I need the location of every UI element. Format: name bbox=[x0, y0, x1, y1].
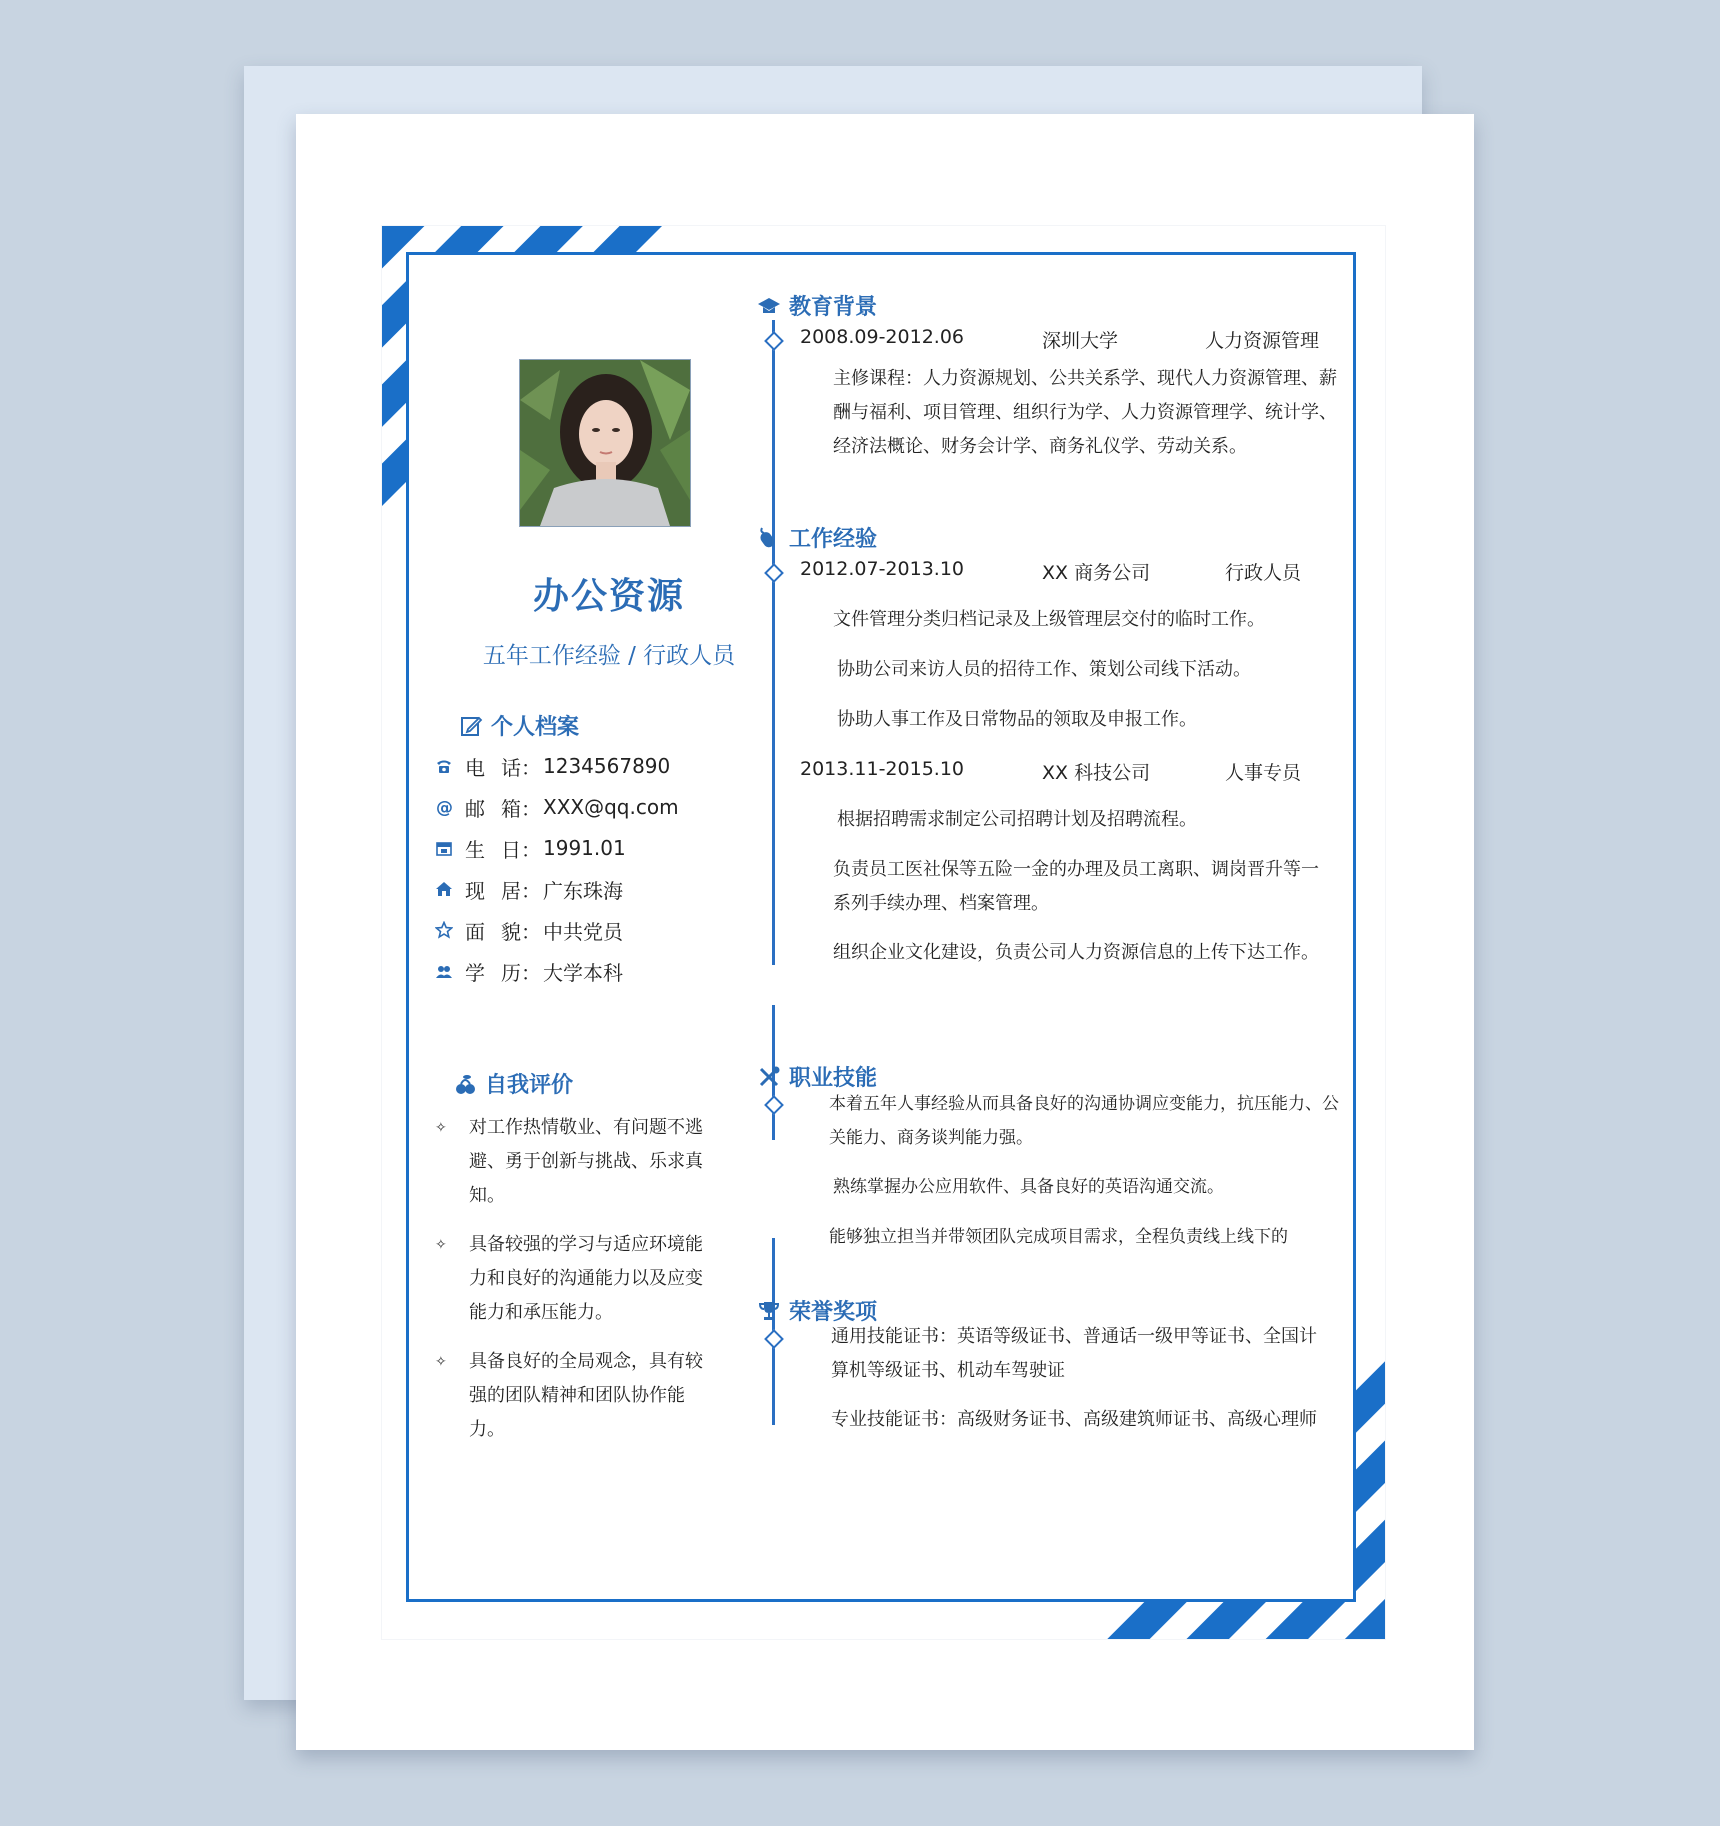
info-label-education: 学 历： bbox=[465, 960, 541, 985]
section-awards-title: 荣誉奖项 bbox=[789, 1300, 878, 1325]
info-label-residence: 现 居： bbox=[465, 878, 541, 903]
job-duty: 协助人事工作及日常物品的领取及申报工作。 bbox=[837, 709, 1197, 730]
info-value-phone: 1234567890 bbox=[543, 754, 671, 778]
phone-icon bbox=[435, 757, 453, 775]
svg-text:@: @ bbox=[436, 798, 453, 816]
info-label-email: 邮 箱： bbox=[465, 796, 541, 821]
at-icon bbox=[435, 798, 453, 816]
edu-school: 深圳大学 bbox=[1042, 330, 1119, 352]
resume-page bbox=[381, 225, 1386, 1640]
info-value-email: XXX@qq.com bbox=[543, 795, 679, 819]
job-duty: 组织企业文化建设，负责公司人力资源信息的上传下达工作。 bbox=[833, 942, 1319, 963]
eval-item: ✧ 具备较强的学习与适应环境能力和良好的沟通能力以及应变能力和承压能力。 bbox=[435, 1228, 715, 1330]
profile-photo bbox=[519, 359, 691, 527]
section-self-eval-heading bbox=[453, 1068, 573, 1099]
info-row-education bbox=[435, 956, 623, 986]
section-personal-title: 个人档案 bbox=[491, 715, 580, 740]
timeline-node bbox=[764, 331, 784, 351]
person-name: 办公资源 bbox=[532, 576, 685, 617]
edu-courses: 主修课程：人力资源规划、公共关系学、现代人力资源管理、薪酬与福利、项目管理、组织行为学、人力资源管理学、统计学、经济法概论、财务会计学、商务礼仪学、劳动关系。 bbox=[833, 368, 1337, 457]
job-role: 行政人员 bbox=[1225, 562, 1302, 584]
person-subtitle: 五年工作经验 / 行政人员 bbox=[482, 643, 736, 669]
info-row-political bbox=[435, 915, 623, 945]
job-period: 2012.07-2013.10 bbox=[800, 558, 964, 580]
info-label-phone: 电 话： bbox=[465, 755, 541, 780]
trophy-icon bbox=[757, 1299, 781, 1323]
people-icon bbox=[435, 962, 453, 980]
section-work-heading bbox=[757, 522, 877, 553]
skill-item: 本着五年人事经验从而具备良好的沟通协调应变能力，抗压能力、公关能力、商务谈判能力强。 bbox=[829, 1094, 1339, 1148]
edu-major: 人力资源管理 bbox=[1205, 330, 1320, 352]
info-row-residence bbox=[435, 874, 623, 904]
section-education-heading bbox=[757, 290, 877, 321]
job-duty: 负责员工医社保等五险一金的办理及员工离职、调岗晋升等一系列手续办理、档案管理。 bbox=[833, 859, 1319, 914]
info-value-birthday: 1991.01 bbox=[543, 836, 626, 860]
skill-item: 能够独立担当并带领团队完成项目需求，全程负责线上线下的 bbox=[829, 1227, 1288, 1247]
sparkle-icon: ✧ bbox=[435, 1237, 447, 1253]
job-duty: 文件管理分类归档记录及上级管理层交付的临时工作。 bbox=[833, 609, 1265, 630]
tools-icon bbox=[757, 1065, 781, 1089]
info-label-political: 面 貌： bbox=[465, 919, 541, 944]
section-skills-title: 职业技能 bbox=[789, 1066, 878, 1091]
info-label-birthday: 生 日： bbox=[465, 837, 541, 862]
section-education-title: 教育背景 bbox=[789, 295, 878, 320]
section-work-title: 工作经验 bbox=[789, 527, 878, 552]
section-personal-heading bbox=[459, 710, 579, 741]
job-company: XX 科技公司 bbox=[1042, 762, 1151, 784]
job-duty: 协助公司来访人员的招待工作、策划公司线下活动。 bbox=[837, 659, 1251, 680]
cherries-icon bbox=[453, 1072, 477, 1096]
sparkle-icon: ✧ bbox=[435, 1120, 447, 1136]
timeline-line bbox=[772, 320, 775, 965]
eval-item: ✧ 对工作热情敬业、有问题不逃避、勇于创新与挑战、乐求真知。 bbox=[435, 1111, 715, 1213]
mouse-icon bbox=[757, 526, 781, 550]
job-company: XX 商务公司 bbox=[1042, 562, 1151, 584]
info-value-residence: 广东珠海 bbox=[543, 878, 623, 903]
home-icon bbox=[435, 880, 453, 898]
info-value-education: 大学本科 bbox=[543, 960, 623, 985]
calendar-icon bbox=[435, 839, 453, 857]
sparkle-icon: ✧ bbox=[435, 1354, 447, 1370]
award-item: 专业技能证书：高级财务证书、高级建筑师证书、高级心理师 bbox=[831, 1409, 1317, 1430]
job-role: 人事专员 bbox=[1225, 762, 1302, 784]
info-row-birthday bbox=[435, 833, 626, 863]
skill-item: 熟练掌握办公应用软件、具备良好的英语沟通交流。 bbox=[833, 1177, 1224, 1197]
job-period: 2013.11-2015.10 bbox=[800, 758, 964, 780]
section-self-eval-title: 自我评价 bbox=[485, 1073, 574, 1098]
info-value-political: 中共党员 bbox=[543, 919, 623, 944]
content-frame bbox=[406, 252, 1356, 1602]
timeline-node bbox=[764, 1329, 784, 1349]
award-item: 通用技能证书：英语等级证书、普通话一级甲等证书、全国计算机等级证书、机动车驾驶证 bbox=[831, 1326, 1317, 1381]
job-duty: 根据招聘需求制定公司招聘计划及招聘流程。 bbox=[837, 809, 1197, 830]
star-icon bbox=[435, 921, 453, 939]
info-row-phone bbox=[435, 751, 670, 781]
graduation-cap-icon bbox=[757, 294, 781, 318]
edu-period: 2008.09-2012.06 bbox=[800, 326, 964, 348]
eval-item: ✧ 具备良好的全局观念，具有较强的团队精神和团队协作能力。 bbox=[435, 1345, 715, 1447]
timeline-node bbox=[764, 1095, 784, 1115]
info-row-email bbox=[435, 792, 679, 822]
edit-icon bbox=[459, 714, 483, 738]
